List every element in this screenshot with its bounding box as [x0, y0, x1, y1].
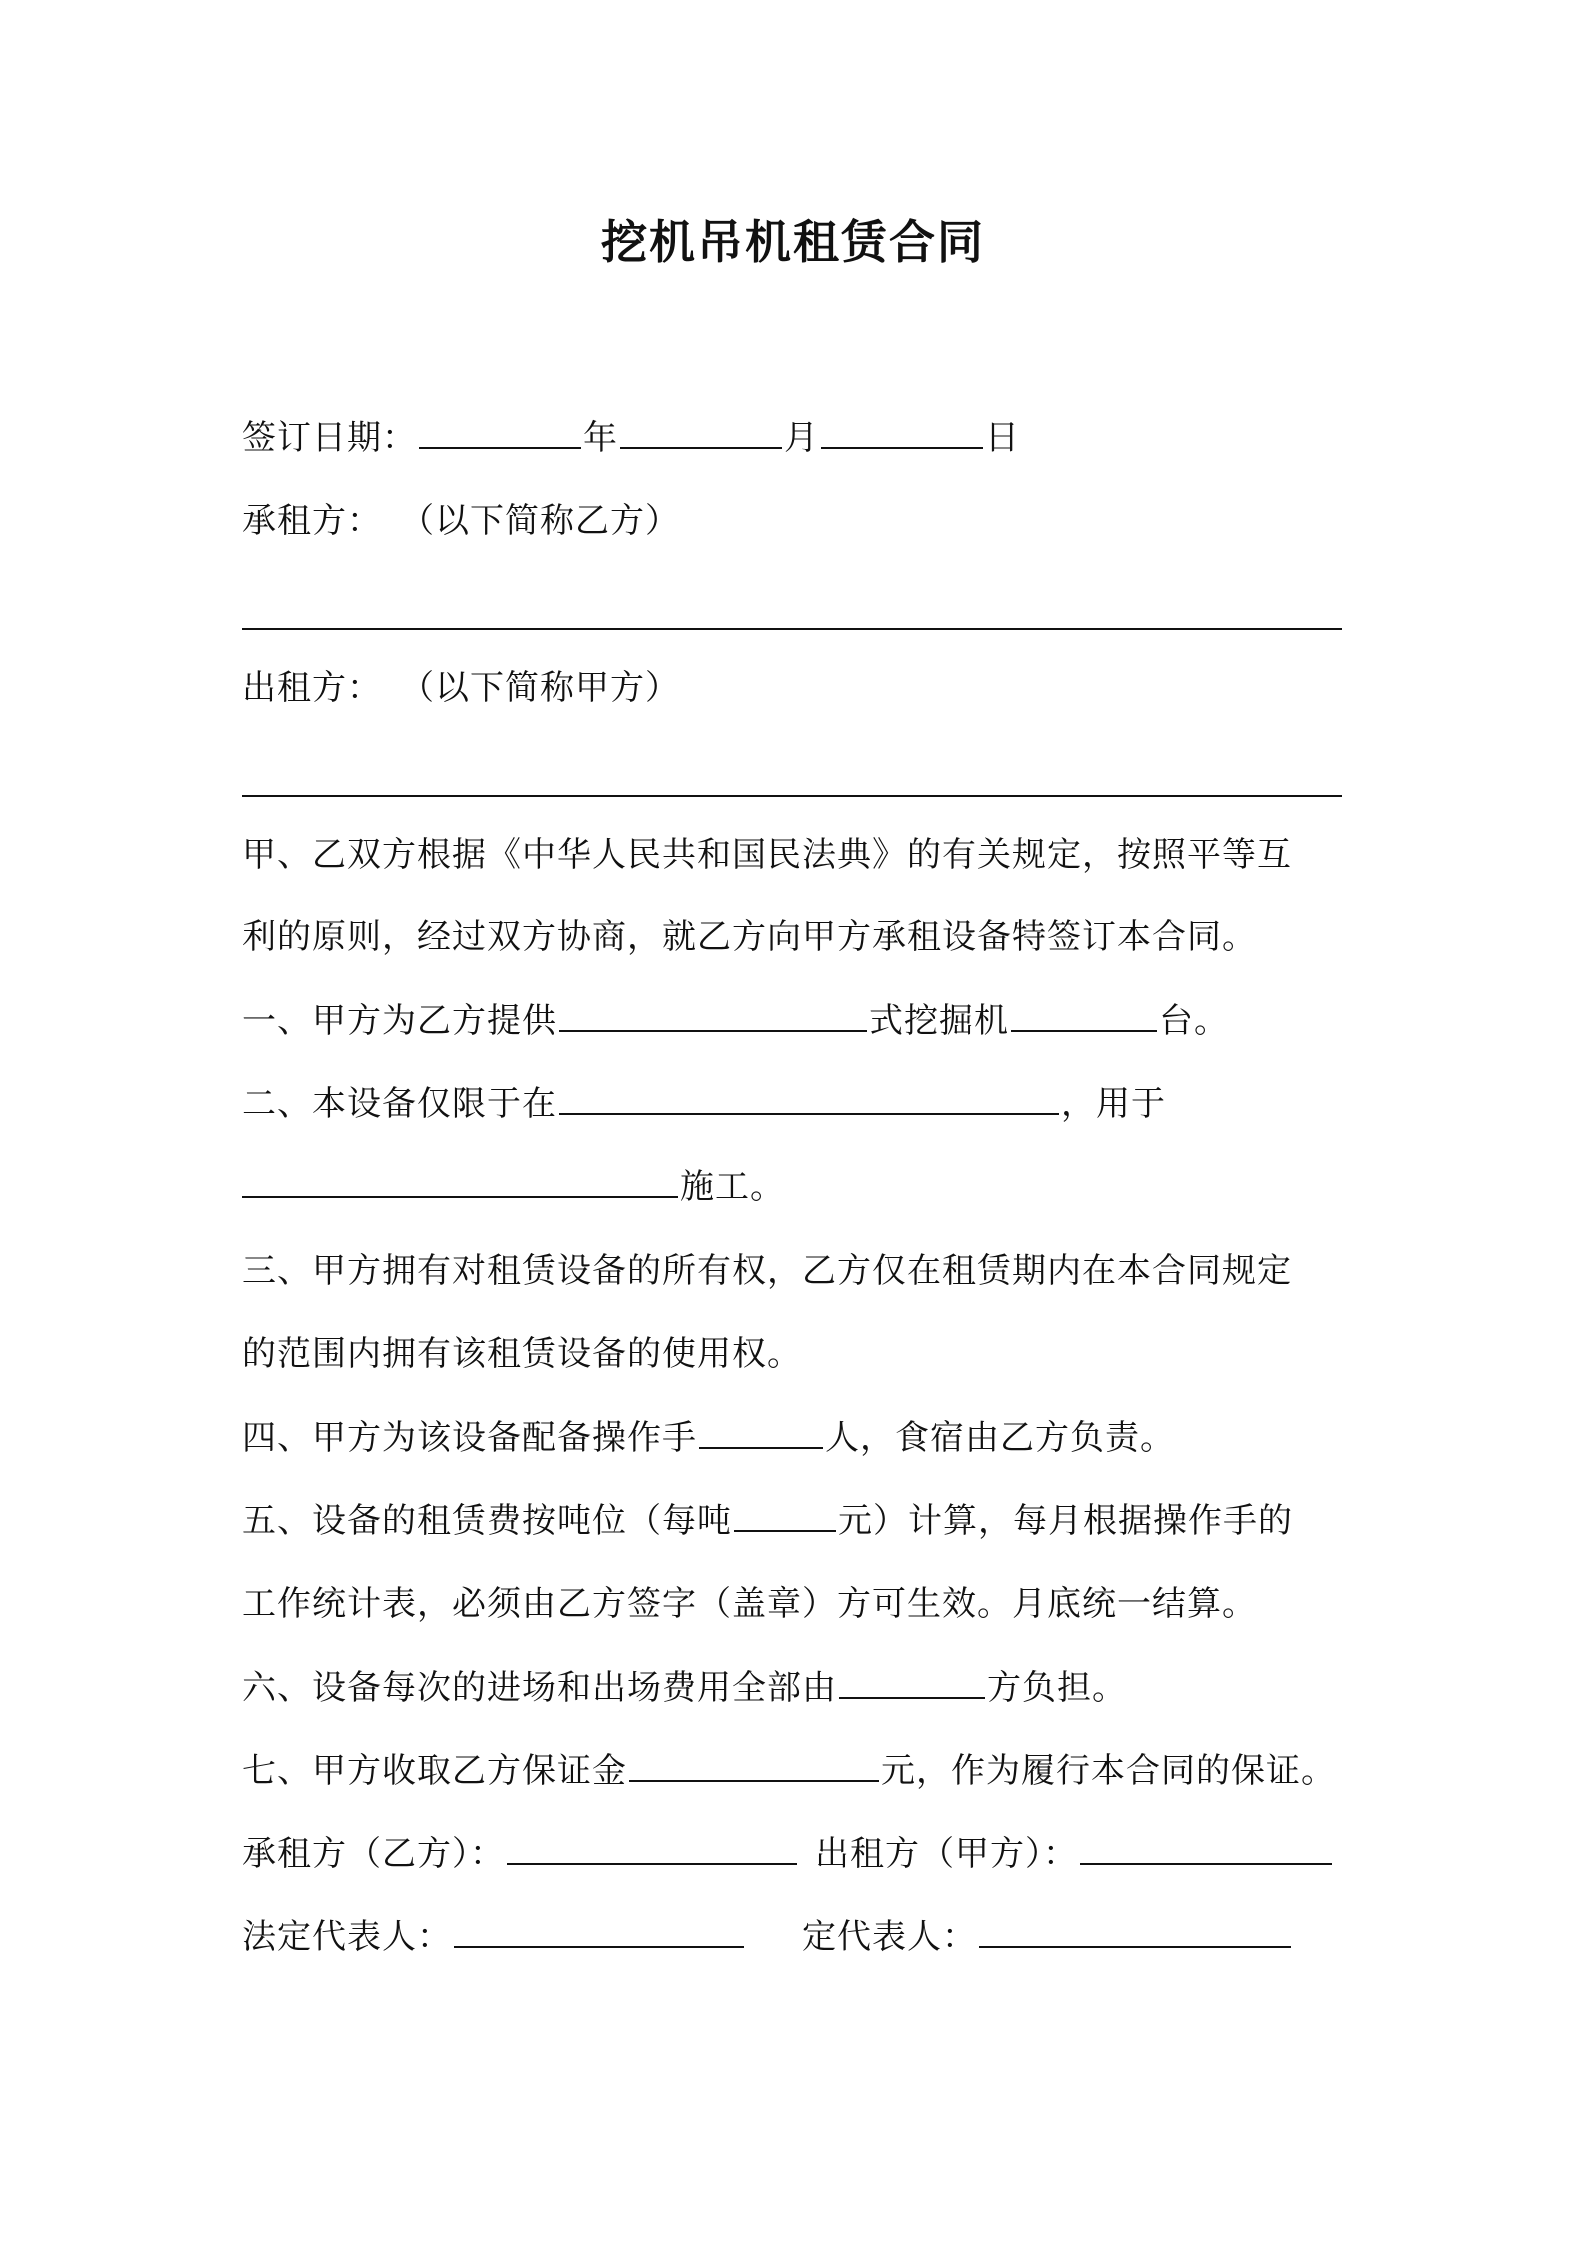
clause-5-text-b: 元）计算，每月根据操作手的 [838, 1501, 1293, 1541]
clause-5 [242, 1496, 1362, 1546]
lessor-line [242, 663, 1362, 713]
rep-right-label: 定代表人： [802, 1917, 977, 1957]
clause-6-text-a: 六、设备每次的进场和出场费用全部由 [242, 1668, 837, 1708]
clause-1-text-c: 台。 [1159, 1001, 1229, 1041]
clause-1-text-b: 式挖掘机 [869, 1001, 1009, 1041]
clause-2-text-a: 二、本设备仅限于在 [242, 1084, 557, 1124]
clause-7-text-b: 元，作为履行本合同的保证。 [881, 1751, 1336, 1791]
rep-right-blank[interactable] [979, 1916, 1291, 1948]
clause-6-text-b: 方负担。 [987, 1668, 1127, 1708]
signature-row-1 [242, 1829, 1362, 1879]
clause-3-line-1: 三、甲方拥有对租赁设备的所有权，乙方仅在租赁期内在本合同规定 [242, 1251, 1292, 1291]
excavator-count-blank[interactable] [1011, 1000, 1157, 1032]
clause-4-text-a: 四、甲方为该设备配备操作手 [242, 1418, 697, 1458]
sign-year-label: 年 [583, 418, 618, 458]
lessor-note: （以下简称甲方） [400, 668, 680, 708]
clause-2-text-c: 施工。 [680, 1167, 785, 1207]
clause-4 [242, 1413, 1362, 1463]
clause-3-line-2: 的范围内拥有该租赁设备的使用权。 [242, 1334, 802, 1374]
clause-4-text-b: 人，食宿由乙方负责。 [825, 1418, 1175, 1458]
sign-date-line [242, 413, 1362, 463]
preamble-line-2: 利的原则，经过双方协商，就乙方向甲方承租设备特签订本合同。 [242, 917, 1257, 957]
sign-day-label: 日 [985, 418, 1020, 458]
clause-1 [242, 996, 1362, 1046]
project-blank[interactable] [242, 1166, 678, 1198]
lessee-sign-label: 承租方（乙方）： [242, 1834, 505, 1874]
lessee-sign-blank[interactable] [507, 1833, 797, 1865]
location-blank[interactable] [559, 1083, 1059, 1115]
operator-count-blank[interactable] [699, 1417, 823, 1449]
lessor-sign-blank[interactable] [1080, 1833, 1332, 1865]
clause-5-line-2: 工作统计表，必须由乙方签字（盖章）方可生效。月底统一结算。 [242, 1584, 1257, 1624]
rep-left-blank[interactable] [454, 1916, 744, 1948]
excavator-model-blank[interactable] [559, 1000, 867, 1032]
clause-1-text-a: 一、甲方为乙方提供 [242, 1001, 557, 1041]
signature-row-2 [242, 1912, 1362, 1962]
lessee-label: 承租方： [242, 501, 382, 541]
preamble-line-1: 甲、乙双方根据《中华人民共和国民法典》的有关规定，按照平等互 [242, 835, 1292, 875]
deposit-blank[interactable] [629, 1750, 879, 1782]
sign-month-label: 月 [784, 418, 819, 458]
clause-2 [242, 1079, 1362, 1129]
lessor-name-blank[interactable] [242, 795, 1342, 797]
clause-6 [242, 1663, 1362, 1713]
transport-party-blank[interactable] [839, 1667, 985, 1699]
clause-2-line-2 [242, 1162, 1362, 1212]
lessee-name-blank[interactable] [242, 628, 1342, 630]
clause-2-text-b: ，用于 [1061, 1084, 1166, 1124]
clause-7 [242, 1746, 1362, 1796]
clause-5-text-a: 五、设备的租赁费按吨位（每吨 [242, 1501, 732, 1541]
sign-year-blank[interactable] [419, 417, 581, 449]
sign-date-label: 签订日期： [242, 418, 417, 458]
document-title: 挖机吊机租赁合同 [601, 215, 985, 269]
lessee-note: （以下简称乙方） [400, 501, 680, 541]
rep-left-label: 法定代表人： [242, 1917, 452, 1957]
lessor-label: 出租方： [242, 668, 382, 708]
sign-month-blank[interactable] [620, 417, 782, 449]
sign-day-blank[interactable] [821, 417, 983, 449]
price-per-ton-blank[interactable] [734, 1500, 836, 1532]
lessor-sign-label: 出租方（甲方）： [815, 1834, 1078, 1874]
lessee-line [242, 496, 1362, 546]
clause-7-text-a: 七、甲方收取乙方保证金 [242, 1751, 627, 1791]
